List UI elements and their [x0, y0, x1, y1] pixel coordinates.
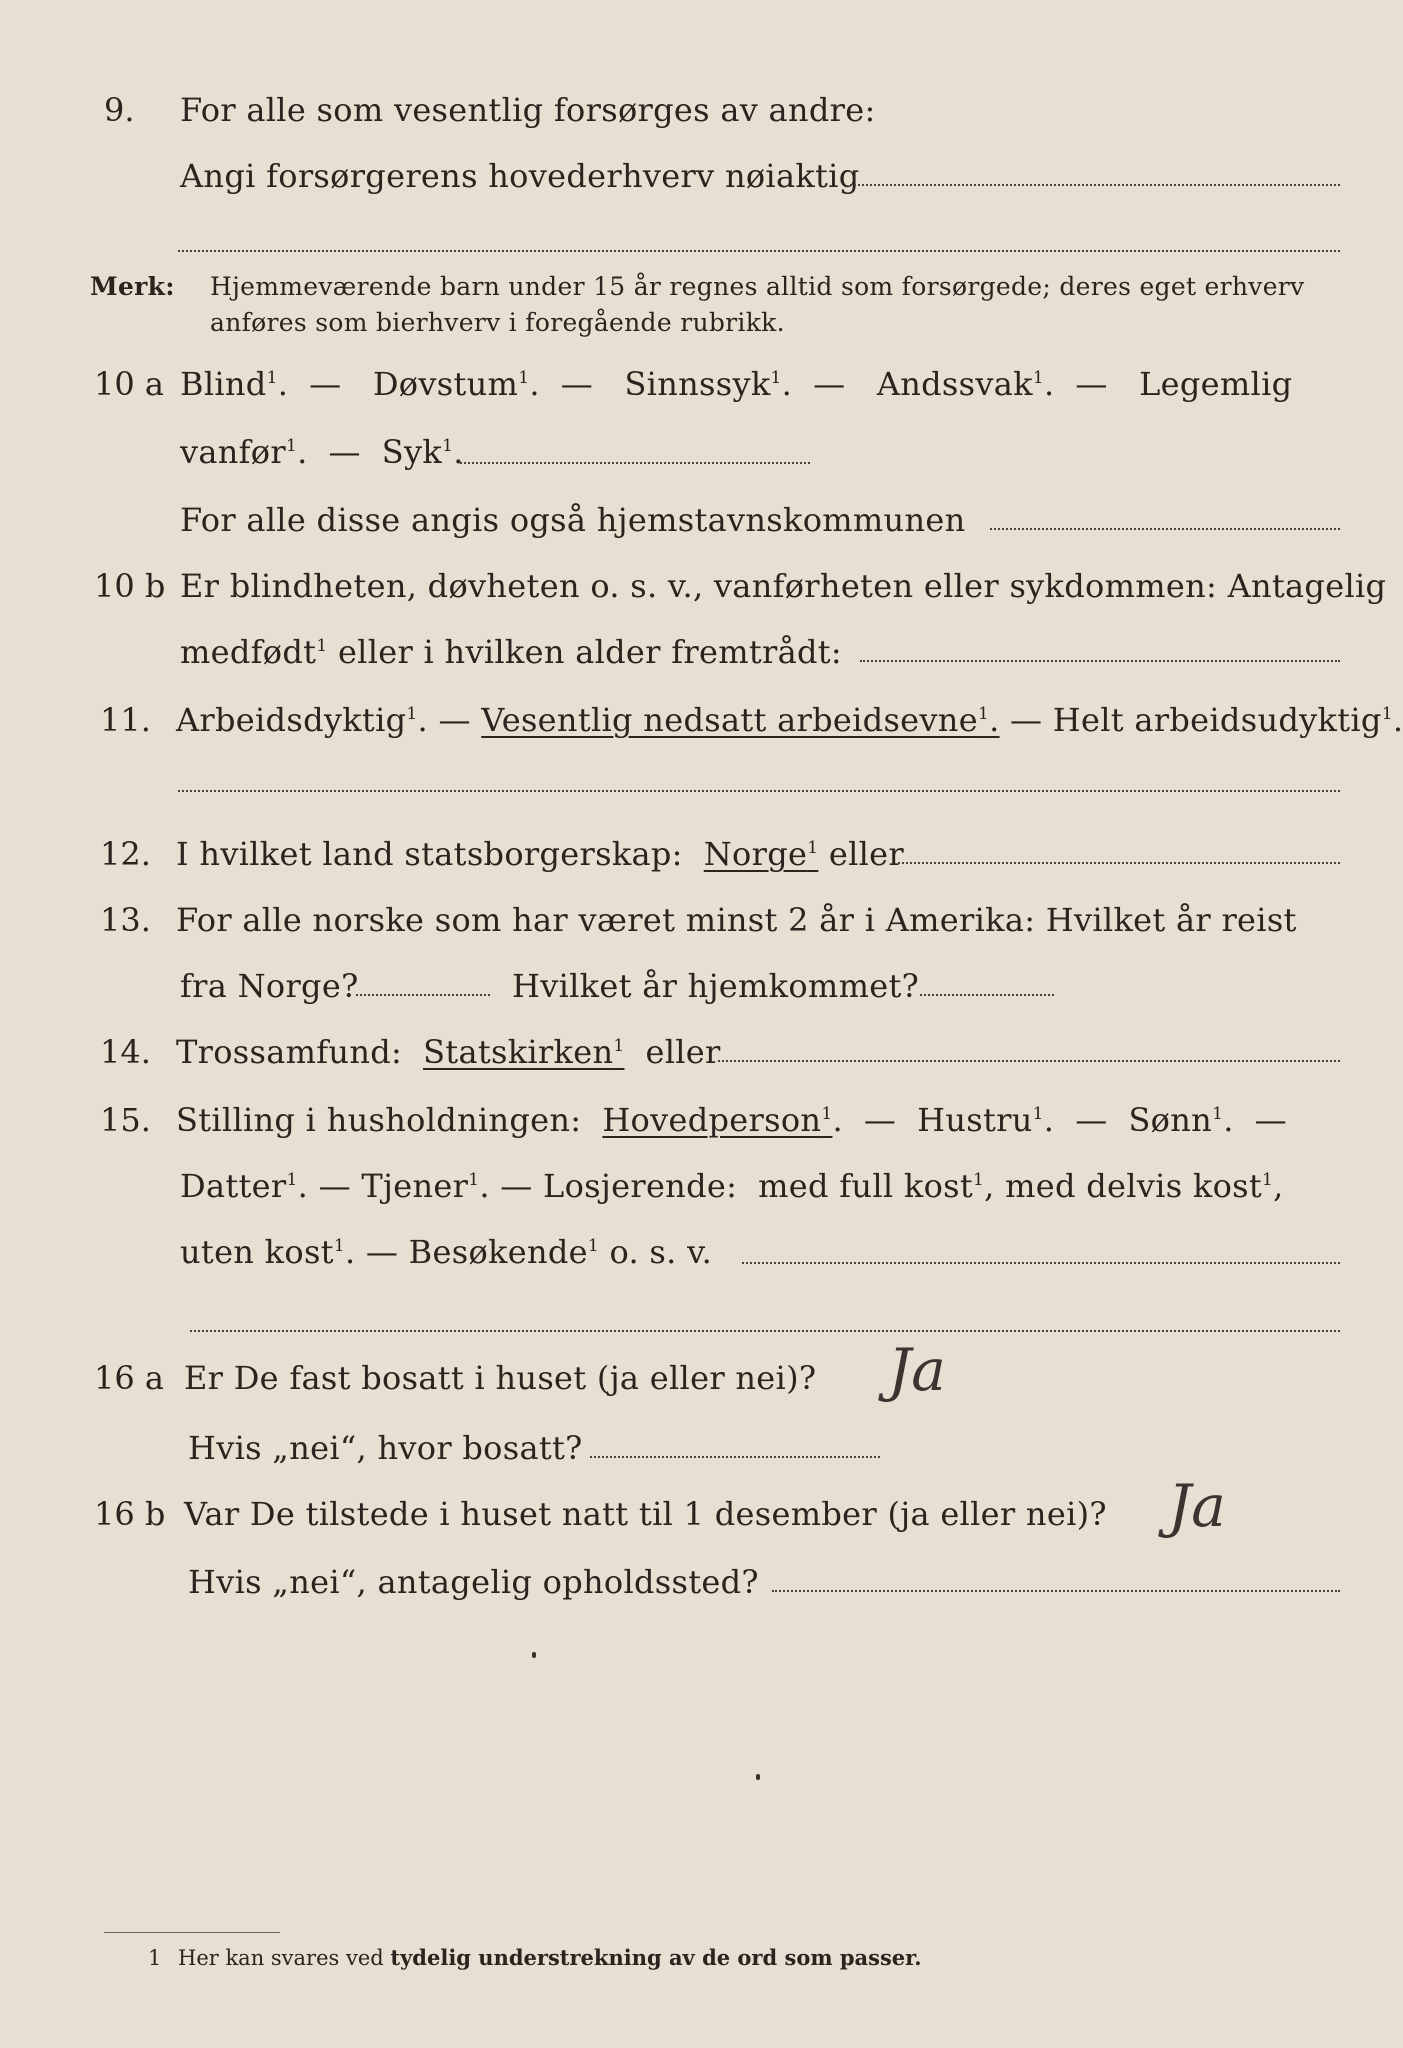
opt-hustru[interactable]: Hustru — [917, 1101, 1033, 1139]
footnote-ref: 1 — [821, 1104, 833, 1124]
opt-vesentlig-nedsatt-selected[interactable]: Vesentlig nedsatt arbeidsevne$^1$. — [481, 701, 1000, 739]
footnote-ref: 1 — [285, 436, 298, 456]
q12-answer-line[interactable] — [898, 862, 1340, 864]
footnote-ref: 1 — [333, 1236, 345, 1256]
q11-line: Arbeidsdyktig$^1$. — Vesentlig nedsatt arbeidsevne$^1$. — Helt arbeidsudyktig$^1$. — [176, 701, 1403, 739]
footnote-ref: 1 — [286, 1170, 298, 1190]
q15-osv: o. s. v. — [609, 1233, 713, 1271]
q9-line1: For alle som vesentlig forsørges av andre: — [180, 91, 876, 129]
footnote-rule — [104, 1932, 280, 1933]
opt-dovstum[interactable]: Døvstum — [372, 365, 519, 403]
q9-number: 9. — [104, 91, 135, 129]
q9-line2: Angi forsørgerens hovederhverv nøiaktig — [180, 157, 860, 195]
opt-hovedperson-selected[interactable] — [602, 1101, 832, 1139]
q15-line3: uten kost$^1$. — Besøkende$^1$ o. s. v. — [180, 1233, 713, 1271]
q10b-line1: Er blindheten, døvheten o. s. v., vanførheten eller sykdommen: Antagelig — [180, 567, 1387, 605]
opt-delvis-kost[interactable]: med delvis kost — [1005, 1167, 1263, 1205]
q10b-number: 10 b — [94, 567, 166, 605]
q15-answer-line-2[interactable] — [190, 1330, 1340, 1332]
q16b-number: 16 b — [94, 1495, 166, 1533]
footnote-ref: 1 — [1212, 1104, 1224, 1124]
opt-besokende[interactable]: Besøkende — [408, 1233, 588, 1271]
opt-datter[interactable]: Datter — [180, 1167, 287, 1205]
q15-text: Stilling i husholdningen: — [176, 1101, 582, 1139]
q14-eller: eller — [645, 1033, 721, 1071]
q11-answer-line[interactable] — [178, 790, 1340, 792]
footnote-ref: 1 — [442, 436, 454, 456]
q15-answer-line[interactable] — [742, 1262, 1340, 1264]
q15-line2: Datter$^1$. — Tjener$^1$. — Losjerende: med full kost$^1$, med delvis kost$^1$, — [180, 1167, 1284, 1205]
q10b-line2-rest: eller i hvilken alder fremtrådt: — [337, 633, 843, 671]
q13-number: 13. — [100, 901, 151, 939]
q16a-answer-line[interactable] — [590, 1456, 880, 1458]
q10b-line2 — [180, 632, 842, 672]
opt-arbeidsdyktig[interactable]: Arbeidsdyktig — [176, 701, 407, 739]
q13-line1: For alle norske som har været minst 2 år i Amerika: Hvilket år reist — [176, 901, 1297, 939]
q16a-number: 16 a — [94, 1359, 164, 1397]
q9-answer-line[interactable] — [850, 184, 1340, 186]
opt-legemlig[interactable]: Legemlig — [1139, 365, 1293, 403]
q9-answer-line-2[interactable] — [178, 250, 1340, 252]
footnote-ref: 1 — [468, 1170, 480, 1190]
opt-andssvak[interactable]: Andssvak — [876, 365, 1033, 403]
footnote-ref: 1 — [1032, 368, 1044, 388]
q14-text: Trossamfund: — [176, 1033, 403, 1071]
footnote-ref: 1 — [518, 368, 530, 388]
q10a-hjemstavn-line[interactable] — [990, 528, 1340, 530]
opt-vesentlig-nedsatt-label: Vesentlig nedsatt arbeidsevne — [481, 701, 978, 739]
q13-line2a: fra Norge? — [180, 967, 359, 1005]
footnote-ref: 1 — [587, 1236, 599, 1256]
q13-reist-line[interactable] — [356, 994, 490, 996]
q16a-line2: Hvis „nei“, hvor bosatt? — [188, 1429, 583, 1467]
opt-helt-arbeidsudyktig[interactable]: Helt arbeidsudyktig — [1052, 701, 1382, 739]
q12-eller: eller — [828, 835, 904, 873]
opt-norge-label: Norge — [703, 835, 808, 873]
footnote-ref: 1 — [1381, 704, 1393, 724]
q10a-line1: Blind$^1$. — Døvstum$^1$. — Sinnssyk$^1$. — Andssvak$^1$. — Legemlig — [180, 365, 1293, 403]
q16b-answer-line[interactable] — [772, 1590, 1340, 1592]
opt-tjener[interactable]: Tjener — [361, 1167, 469, 1205]
q14-number: 14. — [100, 1033, 151, 1071]
opt-uten-kost[interactable]: uten kost — [180, 1233, 334, 1271]
q14-answer-line[interactable] — [718, 1060, 1340, 1062]
q12-text: I hvilket land statsborgerskap: — [176, 835, 683, 873]
opt-full-kost[interactable]: med full kost — [758, 1167, 974, 1205]
ink-speck — [532, 1652, 536, 1658]
footnote-marker: 1 — [148, 1946, 162, 1970]
q15-line1: Stilling i husholdningen: Hovedperson$^1$. — Hustru$^1$. — Sønn$^1$. — — [176, 1101, 1287, 1139]
q10a-answer-line[interactable] — [460, 462, 810, 464]
opt-losjerende: Losjerende: — [543, 1167, 738, 1205]
q16a-handwritten-answer[interactable]: Ja — [888, 1336, 946, 1404]
merk-label: Merk: — [90, 272, 175, 301]
opt-statskirken-label: Statskirken — [423, 1033, 614, 1071]
q14-line — [176, 1032, 721, 1072]
opt-sinnssyk[interactable]: Sinnssyk — [624, 365, 771, 403]
q16b-line1: Var De tilstede i huset natt til 1 desember (ja eller nei)? — [184, 1495, 1107, 1533]
q10a-number: 10 a — [94, 365, 164, 403]
footnote-text-a: Her kan svares ved — [178, 1946, 384, 1970]
opt-vanfor[interactable]: vanfør — [180, 433, 286, 471]
q10a-line2: vanfør$^1$. — Syk$^1$. — [180, 433, 464, 471]
q12-line — [176, 834, 904, 874]
footnote-ref: 1 — [266, 368, 278, 388]
q16b-handwritten-answer[interactable]: Ja — [1168, 1472, 1226, 1540]
footnote-ref: 1 — [807, 838, 819, 858]
opt-syk[interactable]: Syk — [381, 433, 443, 471]
footnote-text-b: tydelig understrekning av de ord som passer. — [390, 1945, 922, 1970]
q10a-line3: For alle disse angis også hjemstavnskommunen — [180, 501, 966, 539]
footnote-ref: 1 — [316, 636, 328, 656]
opt-hovedperson-label: Hovedperson — [602, 1101, 822, 1139]
footnote-ref: 1 — [770, 368, 782, 388]
q16a-line1: Er De fast bosatt i huset (ja eller nei)? — [184, 1359, 817, 1397]
opt-blind[interactable]: Blind — [180, 365, 267, 403]
footnote-ref: 1 — [1262, 1170, 1274, 1190]
merk-line2: anføres som bierhverv i foregående rubrikk. — [210, 308, 785, 337]
q13-hjemkommet-line[interactable] — [920, 994, 1054, 996]
q13-line2b: Hvilket år hjemkommet? — [512, 967, 920, 1005]
footnote-ref: 1 — [613, 1036, 625, 1056]
opt-statskirken-selected[interactable] — [423, 1033, 624, 1071]
opt-norge-selected[interactable] — [704, 835, 819, 873]
footnote-ref: 1 — [973, 1170, 985, 1190]
merk-line1: Hjemmeværende barn under 15 år regnes alltid som forsørgede; deres eget erhverv — [210, 272, 1305, 301]
q15-number: 15. — [100, 1101, 151, 1139]
footnote-ref: 1 — [1032, 1104, 1044, 1124]
ink-speck — [756, 1774, 760, 1780]
footnote-ref: 1 — [406, 704, 418, 724]
footnote-text — [178, 1944, 922, 1972]
q12-number: 12. — [100, 835, 151, 873]
q11-number: 11. — [100, 701, 151, 739]
opt-medfodt[interactable]: medfødt — [180, 633, 317, 671]
q10b-answer-line[interactable] — [860, 660, 1340, 662]
q16b-line2: Hvis „nei“, antagelig opholdssted? — [188, 1563, 759, 1601]
opt-sonn[interactable]: Sønn — [1128, 1101, 1213, 1139]
footnote-ref: 1 — [977, 704, 990, 724]
